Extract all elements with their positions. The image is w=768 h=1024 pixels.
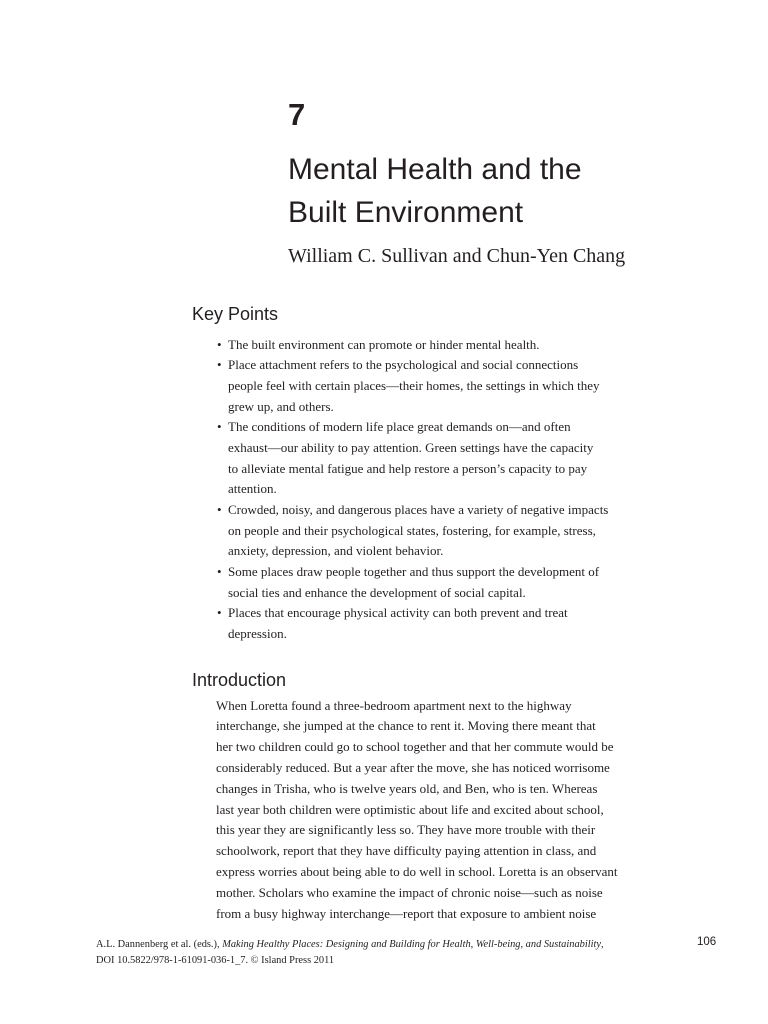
key-point-line: anxiety, depression, and violent behavior.	[228, 543, 444, 559]
key-point-item	[217, 417, 608, 500]
introduction-paragraph	[216, 696, 617, 925]
bullet-icon: •	[217, 563, 222, 579]
key-point-line: Places that encourage physical activity can both prevent and treat	[228, 605, 568, 621]
chapter-title	[288, 148, 582, 234]
key-point-line: people feel with certain places—their homes, the settings in which they	[228, 378, 600, 393]
paragraph-line: interchange, she jumped at the chance to rent it. Moving there meant that	[216, 718, 596, 734]
key-point-line: Crowded, noisy, and dangerous places have a variety of negative impacts	[228, 501, 609, 517]
paragraph-line: express worries about being able to do well in school. Loretta is an observant	[216, 863, 618, 879]
bullet-icon: •	[217, 501, 222, 517]
introduction-heading: Introduction	[192, 670, 287, 690]
key-points-list	[217, 335, 608, 645]
key-points-heading: Key Points	[192, 304, 279, 324]
key-point-item	[217, 603, 608, 644]
citation-suffix: ,	[601, 939, 604, 950]
key-point-line: Some places draw people together and thus support the development of	[228, 563, 600, 579]
paragraph-line: last year both children were optimistic about life and excited about school,	[216, 801, 604, 817]
paragraph-line: this year they are significantly less so. They have more trouble with their	[216, 822, 596, 838]
paragraph-line: mother. Scholars who examine the impact of chronic noise—such as noise	[216, 884, 603, 900]
paragraph-line: schoolwork, report that they have difficulty paying attention in class, and	[216, 843, 597, 859]
paragraph-line: changes in Trisha, who is twelve years old, and Ben, who is ten. Whereas	[216, 780, 598, 796]
key-point-item	[217, 335, 608, 356]
citation-line	[96, 937, 604, 953]
chapter-title-line: Built Environment	[288, 196, 524, 229]
key-point-line: depression.	[228, 625, 287, 641]
page-number: 106	[697, 936, 717, 948]
citation-prefix: A.L. Dannenberg et al. (eds.),	[96, 939, 223, 950]
key-point-line: on people and their psychological states, fostering, for example, stress,	[228, 522, 596, 538]
paragraph-line: her two children could go to school together and that her commute would be	[216, 739, 614, 755]
key-point-line: exhaust—our ability to pay attention. Green settings have the capacity	[228, 439, 594, 455]
chapter-authors: William C. Sullivan and Chun-Yen Chang	[288, 245, 626, 267]
doi-line: DOI 10.5822/978-1-61091-036-1_7. © Island Press 2011	[96, 955, 335, 966]
paragraph-line: considerably reduced. But a year after the move, she has noticed worrisome	[216, 759, 610, 775]
key-point-line: social ties and enhance the development of social capital.	[228, 584, 526, 600]
paragraph-line: When Loretta found a three-bedroom apartment next to the highway	[216, 697, 572, 713]
key-point-line: The built environment can promote or hinder mental health.	[228, 336, 540, 352]
key-point-item	[217, 562, 608, 603]
key-point-item	[217, 500, 608, 562]
chapter-number: 7	[288, 97, 306, 132]
paragraph-line: from a busy highway interchange—report that exposure to ambient noise	[216, 905, 597, 921]
key-point-line: Place attachment refers to the psychological and social connections	[228, 357, 579, 373]
bullet-icon: •	[217, 357, 222, 373]
bullet-icon: •	[217, 419, 222, 435]
key-point-line: attention.	[228, 481, 277, 497]
key-point-line: to alleviate mental fatigue and help restore a person’s capacity to pay	[228, 460, 588, 476]
bullet-icon: •	[217, 605, 222, 621]
key-point-line: grew up, and others.	[228, 398, 334, 414]
key-point-line: The conditions of modern life place great demands on—and often	[228, 419, 571, 435]
chapter-title-line: Mental Health and the	[288, 153, 582, 186]
key-point-item	[217, 355, 608, 417]
book-title: Making Healthy Places: Designing and Building for Health, Well-being, and Sustainability	[222, 939, 602, 950]
bullet-icon: •	[217, 336, 222, 352]
page-footer	[96, 937, 604, 969]
